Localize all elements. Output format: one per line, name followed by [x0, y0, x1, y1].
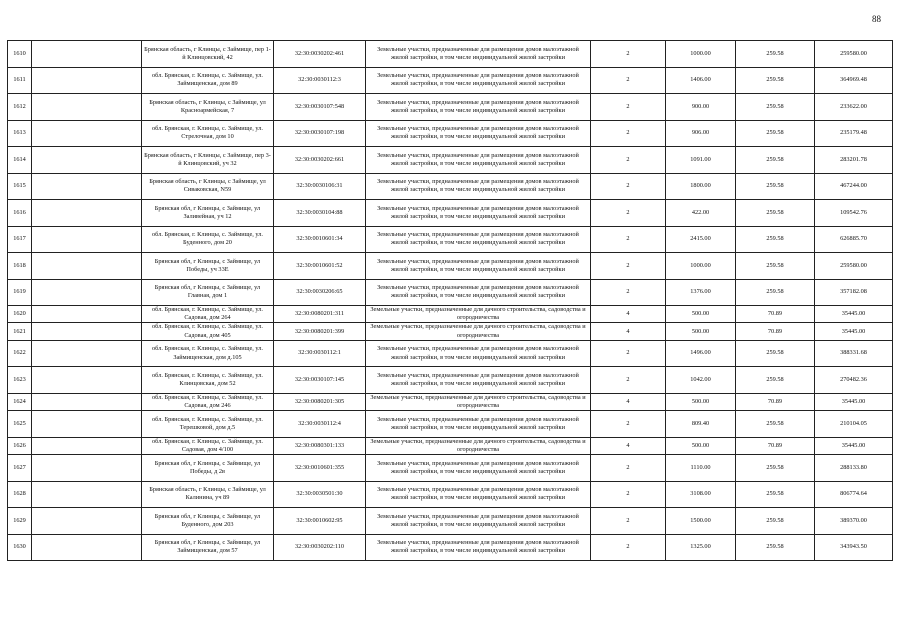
row-number-cell: 1610	[8, 41, 32, 68]
gap-cell	[32, 306, 142, 323]
rate-cell: 259.58	[736, 67, 815, 94]
cadastral-number-cell: 32:30:0030107:548	[274, 94, 366, 121]
table-row	[8, 41, 893, 68]
row-number-cell: 1621	[8, 323, 32, 340]
table-row	[8, 200, 893, 227]
row-number-cell: 1616	[8, 200, 32, 227]
gap-cell	[32, 367, 142, 394]
gap-cell	[32, 411, 142, 438]
cadastral-number-cell: 32:30:0030104:88	[274, 200, 366, 227]
area-cell: 1800.00	[666, 173, 736, 200]
row-number-cell: 1617	[8, 226, 32, 253]
table-row	[8, 340, 893, 367]
rate-cell: 259.58	[736, 226, 815, 253]
row-number-cell: 1615	[8, 173, 32, 200]
table-row	[8, 173, 893, 200]
address-cell: Брянская обл, г Клинцы, с Займище, ул Буденного, дом 203	[142, 508, 274, 535]
address-cell: обл. Брянская, г. Клинцы, с. Займище, ул. Садовая, дом 4/100	[142, 437, 274, 454]
address-cell: Брянская обл, г Клинцы, с Займище, ул Займищенская, дом 57	[142, 534, 274, 561]
rate-cell: 259.58	[736, 41, 815, 68]
gap-cell	[32, 94, 142, 121]
purpose-code-cell: 2	[591, 147, 666, 174]
row-number-cell: 1623	[8, 367, 32, 394]
gap-cell	[32, 455, 142, 482]
cadastral-number-cell: 32:30:0030112:4	[274, 411, 366, 438]
gap-cell	[32, 200, 142, 227]
address-cell: обл. Брянская, г. Клинцы, с. Займище, ул. Буденного, дом 20	[142, 226, 274, 253]
land-purpose-cell: Земельные участки, предназначенные для размещения домов малоэтажной жилой застройки, в том числе индивидуальной жилой застройки	[366, 200, 591, 227]
area-cell: 500.00	[666, 393, 736, 410]
purpose-code-cell: 4	[591, 393, 666, 410]
row-number-cell: 1628	[8, 481, 32, 508]
land-purpose-cell: Земельные участки, предназначенные для размещения домов малоэтажной жилой застройки, в том числе индивидуальной жилой застройки	[366, 279, 591, 306]
land-purpose-cell: Земельные участки, предназначенные для размещения домов малоэтажной жилой застройки, в том числе индивидуальной жилой застройки	[366, 94, 591, 121]
area-cell: 1406.00	[666, 67, 736, 94]
address-cell: Брянская область, г Клинцы, с Займище, пер 3-й Клинцовский, уч 32	[142, 147, 274, 174]
address-cell: обл. Брянская, г. Клинцы, с. Займище, ул. Стрелочная, дом 10	[142, 120, 274, 147]
table-row	[8, 147, 893, 174]
rate-cell: 259.58	[736, 508, 815, 535]
purpose-code-cell: 2	[591, 173, 666, 200]
area-cell: 1376.00	[666, 279, 736, 306]
cadastral-value-cell: 259580.00	[815, 41, 893, 68]
cadastral-number-cell: 32:30:0080201:399	[274, 323, 366, 340]
cadastral-value-cell: 35445.00	[815, 393, 893, 410]
land-purpose-cell: Земельные участки, предназначенные для размещения домов малоэтажной жилой застройки, в том числе индивидуальной жилой застройки	[366, 253, 591, 280]
land-purpose-cell: Земельные участки, предназначенные для дачного строительства, садоводства и огородничества	[366, 393, 591, 410]
cadastral-number-cell: 32:30:0080301:133	[274, 437, 366, 454]
table-row	[8, 455, 893, 482]
table-row	[8, 253, 893, 280]
purpose-code-cell: 2	[591, 226, 666, 253]
rate-cell: 259.58	[736, 411, 815, 438]
land-purpose-cell: Земельные участки, предназначенные для размещения домов малоэтажной жилой застройки, в том числе индивидуальной жилой застройки	[366, 367, 591, 394]
address-cell: обл. Брянская, г. Клинцы, с. Займище, ул. Садовая, дом 264	[142, 306, 274, 323]
cadastral-value-cell: 343943.50	[815, 534, 893, 561]
purpose-code-cell: 2	[591, 481, 666, 508]
table-row	[8, 534, 893, 561]
area-cell: 1496.00	[666, 340, 736, 367]
cadastral-number-cell: 32:30:0030107:198	[274, 120, 366, 147]
land-purpose-cell: Земельные участки, предназначенные для дачного строительства, садоводства и огородничества	[366, 306, 591, 323]
address-cell: обл. Брянская, г. Клинцы, с. Займище, ул. Клинцовская, дом 52	[142, 367, 274, 394]
table-row	[8, 120, 893, 147]
row-number-cell: 1613	[8, 120, 32, 147]
gap-cell	[32, 253, 142, 280]
area-cell: 500.00	[666, 323, 736, 340]
cadastral-number-cell: 32:30:0030106:31	[274, 173, 366, 200]
row-number-cell: 1624	[8, 393, 32, 410]
gap-cell	[32, 173, 142, 200]
cadastral-value-cell: 109542.76	[815, 200, 893, 227]
area-cell: 1000.00	[666, 41, 736, 68]
area-cell: 3108.00	[666, 481, 736, 508]
area-cell: 2415.00	[666, 226, 736, 253]
cadastral-value-cell: 35445.00	[815, 437, 893, 454]
area-cell: 900.00	[666, 94, 736, 121]
row-number-cell: 1625	[8, 411, 32, 438]
cadastral-value-cell: 283201.78	[815, 147, 893, 174]
gap-cell	[32, 226, 142, 253]
land-purpose-cell: Земельные участки, предназначенные для размещения домов малоэтажной жилой застройки, в том числе индивидуальной жилой застройки	[366, 455, 591, 482]
rate-cell: 259.58	[736, 481, 815, 508]
address-cell: обл. Брянская, г. Клинцы, с. Займище, ул. Займищенская, дом 89	[142, 67, 274, 94]
table-body	[8, 41, 893, 561]
table-row	[8, 226, 893, 253]
cadastral-value-cell: 364969.48	[815, 67, 893, 94]
gap-cell	[32, 340, 142, 367]
area-cell: 1042.00	[666, 367, 736, 394]
purpose-code-cell: 2	[591, 455, 666, 482]
table-row	[8, 481, 893, 508]
cadastral-value-cell: 259580.00	[815, 253, 893, 280]
address-cell: обл. Брянская, г. Клинцы, с. Займище, ул. Займищенская, дом д.105	[142, 340, 274, 367]
cadastral-value-cell: 626885.70	[815, 226, 893, 253]
rate-cell: 259.58	[736, 147, 815, 174]
table-row	[8, 323, 893, 340]
address-cell: обл. Брянская, г. Клинцы, с. Займище, ул. Терешковой, дом д.5	[142, 411, 274, 438]
address-cell: Брянская обл, г Клинцы, с Займище, ул Победы, уч 33Е	[142, 253, 274, 280]
purpose-code-cell: 2	[591, 200, 666, 227]
purpose-code-cell: 2	[591, 120, 666, 147]
cadastral-value-cell: 210104.05	[815, 411, 893, 438]
purpose-code-cell: 2	[591, 67, 666, 94]
gap-cell	[32, 120, 142, 147]
cadastral-number-cell: 32:30:0010601:52	[274, 253, 366, 280]
area-cell: 422.00	[666, 200, 736, 227]
cadastral-value-cell: 806774.64	[815, 481, 893, 508]
land-purpose-cell: Земельные участки, предназначенные для размещения домов малоэтажной жилой застройки, в том числе индивидуальной жилой застройки	[366, 411, 591, 438]
land-purpose-cell: Земельные участки, предназначенные для размещения домов малоэтажной жилой застройки, в том числе индивидуальной жилой застройки	[366, 481, 591, 508]
row-number-cell: 1619	[8, 279, 32, 306]
cadastral-value-cell: 35445.00	[815, 323, 893, 340]
cadastral-value-cell: 467244.00	[815, 173, 893, 200]
row-number-cell: 1611	[8, 67, 32, 94]
table-row	[8, 306, 893, 323]
rate-cell: 259.58	[736, 367, 815, 394]
row-number-cell: 1630	[8, 534, 32, 561]
cadastral-number-cell: 32:30:0010601:355	[274, 455, 366, 482]
table-row	[8, 94, 893, 121]
cadastral-number-cell: 32:30:0030501:30	[274, 481, 366, 508]
cadastral-value-cell: 389370.00	[815, 508, 893, 535]
rate-cell: 259.58	[736, 94, 815, 121]
rate-cell: 70.89	[736, 323, 815, 340]
gap-cell	[32, 437, 142, 454]
gap-cell	[32, 534, 142, 561]
land-purpose-cell: Земельные участки, предназначенные для размещения домов малоэтажной жилой застройки, в том числе индивидуальной жилой застройки	[366, 41, 591, 68]
cadastral-value-cell: 270482.36	[815, 367, 893, 394]
rate-cell: 259.58	[736, 120, 815, 147]
purpose-code-cell: 2	[591, 340, 666, 367]
cadastral-number-cell: 32:30:0030202:661	[274, 147, 366, 174]
cadastral-value-cell: 235179.48	[815, 120, 893, 147]
purpose-code-cell: 4	[591, 306, 666, 323]
gap-cell	[32, 481, 142, 508]
purpose-code-cell: 2	[591, 279, 666, 306]
rate-cell: 70.89	[736, 437, 815, 454]
cadastral-value-cell: 35445.00	[815, 306, 893, 323]
table-row	[8, 279, 893, 306]
rate-cell: 259.58	[736, 340, 815, 367]
purpose-code-cell: 2	[591, 367, 666, 394]
purpose-code-cell: 2	[591, 41, 666, 68]
cadastral-number-cell: 32:30:0010601:34	[274, 226, 366, 253]
land-purpose-cell: Земельные участки, предназначенные для размещения домов малоэтажной жилой застройки, в том числе индивидуальной жилой застройки	[366, 67, 591, 94]
row-number-cell: 1629	[8, 508, 32, 535]
cadastral-number-cell: 32:30:0010602:95	[274, 508, 366, 535]
rate-cell: 259.58	[736, 200, 815, 227]
cadastral-value-cell: 288133.80	[815, 455, 893, 482]
row-number-cell: 1614	[8, 147, 32, 174]
area-cell: 1110.00	[666, 455, 736, 482]
cadastral-value-cell: 388331.68	[815, 340, 893, 367]
cadastral-number-cell: 32:30:0030202:461	[274, 41, 366, 68]
land-purpose-cell: Земельные участки, предназначенные для размещения домов малоэтажной жилой застройки, в том числе индивидуальной жилой застройки	[366, 120, 591, 147]
area-cell: 809.40	[666, 411, 736, 438]
address-cell: Брянская обл, г Клинцы, с Займище, ул Заливейная, уч 12	[142, 200, 274, 227]
land-purpose-cell: Земельные участки, предназначенные для дачного строительства, садоводства и огородничества	[366, 323, 591, 340]
cadastral-number-cell: 32:30:0080201:311	[274, 306, 366, 323]
area-cell: 500.00	[666, 306, 736, 323]
gap-cell	[32, 323, 142, 340]
row-number-cell: 1620	[8, 306, 32, 323]
cadastral-number-cell: 32:30:0030112:3	[274, 67, 366, 94]
rate-cell: 70.89	[736, 393, 815, 410]
address-cell: Брянская область, г Клинцы, с Займище, ул Калинина, уч 89	[142, 481, 274, 508]
rate-cell: 259.58	[736, 173, 815, 200]
land-purpose-cell: Земельные участки, предназначенные для размещения домов малоэтажной жилой застройки, в том числе индивидуальной жилой застройки	[366, 534, 591, 561]
table-row	[8, 367, 893, 394]
area-cell: 906.00	[666, 120, 736, 147]
table-row	[8, 411, 893, 438]
purpose-code-cell: 4	[591, 323, 666, 340]
cadastral-number-cell: 32:30:0030112:1	[274, 340, 366, 367]
rate-cell: 259.58	[736, 253, 815, 280]
page-number: 88	[872, 14, 881, 24]
purpose-code-cell: 4	[591, 437, 666, 454]
cadastral-value-cell: 233622.00	[815, 94, 893, 121]
table-row	[8, 393, 893, 410]
row-number-cell: 1622	[8, 340, 32, 367]
cadastral-value-table	[7, 40, 893, 561]
area-cell: 500.00	[666, 437, 736, 454]
land-purpose-cell: Земельные участки, предназначенные для размещения домов малоэтажной жилой застройки, в том числе индивидуальной жилой застройки	[366, 226, 591, 253]
table-row	[8, 437, 893, 454]
address-cell: Брянская область, г Клинцы, с Займище, ул Красноармейская, 7	[142, 94, 274, 121]
cadastral-number-cell: 32:30:0030206:65	[274, 279, 366, 306]
purpose-code-cell: 2	[591, 534, 666, 561]
gap-cell	[32, 279, 142, 306]
area-cell: 1000.00	[666, 253, 736, 280]
row-number-cell: 1627	[8, 455, 32, 482]
land-purpose-cell: Земельные участки, предназначенные для размещения домов малоэтажной жилой застройки, в том числе индивидуальной жилой застройки	[366, 147, 591, 174]
cadastral-number-cell: 32:30:0030202:110	[274, 534, 366, 561]
address-cell: Брянская обл, г Клинцы, с Займище, ул Главная, дом 1	[142, 279, 274, 306]
address-cell: Брянская область, г Клинцы, с Займище, ул Сиваковская, N59	[142, 173, 274, 200]
gap-cell	[32, 393, 142, 410]
address-cell: Брянская обл, г Клинцы, с Займище, ул Победы, д 2в	[142, 455, 274, 482]
gap-cell	[32, 67, 142, 94]
row-number-cell: 1618	[8, 253, 32, 280]
purpose-code-cell: 2	[591, 253, 666, 280]
table-row	[8, 508, 893, 535]
address-cell: обл. Брянская, г. Клинцы, с. Займище, ул. Садовая, дом 246	[142, 393, 274, 410]
gap-cell	[32, 41, 142, 68]
gap-cell	[32, 508, 142, 535]
land-purpose-cell: Земельные участки, предназначенные для размещения домов малоэтажной жилой застройки, в том числе индивидуальной жилой застройки	[366, 173, 591, 200]
area-cell: 1325.00	[666, 534, 736, 561]
gap-cell	[32, 147, 142, 174]
land-purpose-cell: Земельные участки, предназначенные для размещения домов малоэтажной жилой застройки, в том числе индивидуальной жилой застройки	[366, 508, 591, 535]
table-row	[8, 67, 893, 94]
land-purpose-cell: Земельные участки, предназначенные для размещения домов малоэтажной жилой застройки, в том числе индивидуальной жилой застройки	[366, 340, 591, 367]
purpose-code-cell: 2	[591, 508, 666, 535]
cadastral-number-cell: 32:30:0080201:305	[274, 393, 366, 410]
address-cell: обл. Брянская, г. Клинцы, с. Займище, ул. Садовая, дом 405	[142, 323, 274, 340]
rate-cell: 259.58	[736, 534, 815, 561]
rate-cell: 259.58	[736, 279, 815, 306]
land-purpose-cell: Земельные участки, предназначенные для дачного строительства, садоводства и огородничества	[366, 437, 591, 454]
rate-cell: 259.58	[736, 455, 815, 482]
purpose-code-cell: 2	[591, 94, 666, 121]
cadastral-number-cell: 32:30:0030107:145	[274, 367, 366, 394]
rate-cell: 70.89	[736, 306, 815, 323]
row-number-cell: 1626	[8, 437, 32, 454]
purpose-code-cell: 2	[591, 411, 666, 438]
address-cell: Брянская область, г Клинцы, с Займище, пер 1-й Клинцовский, 42	[142, 41, 274, 68]
row-number-cell: 1612	[8, 94, 32, 121]
cadastral-value-cell: 357182.08	[815, 279, 893, 306]
area-cell: 1500.00	[666, 508, 736, 535]
area-cell: 1091.00	[666, 147, 736, 174]
